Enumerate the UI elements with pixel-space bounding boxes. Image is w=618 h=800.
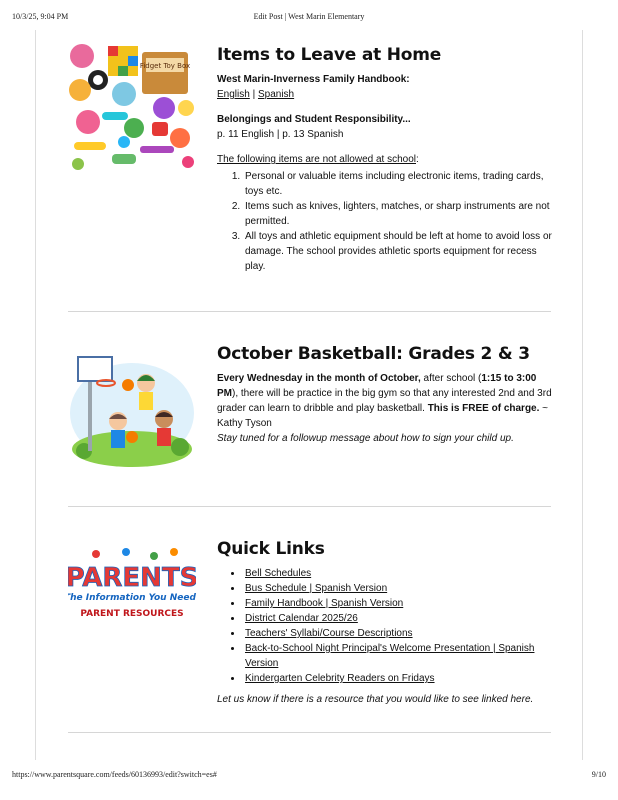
print-header [12, 12, 606, 26]
quick-links-title: Quick Links [217, 539, 325, 559]
print-footer [12, 770, 606, 782]
quick-link-item[interactable] [243, 671, 554, 686]
link-back-to-school-night[interactable]: Back-to-School Night Principal's Welcome Presentation | Spanish Version [245, 643, 535, 669]
link-teachers-syllabi[interactable]: Teachers' Syllabi/Course Descriptions [245, 628, 413, 639]
handbook-heading: West Marin-Inverness Family Handbook: [217, 74, 410, 85]
belongings-pages: p. 11 English | p. 13 Spanish [217, 129, 344, 140]
handbook-spanish-link[interactable]: Spanish [257, 89, 295, 100]
free-text: This is FREE of charge. [427, 403, 540, 414]
basketball-content [217, 343, 554, 446]
basketball-description: ), there will be practice in the big gym so that any interested 2nd and 3rd grader can learn to dribble and play basketball. [217, 388, 552, 414]
handbook-english-link[interactable]: English [217, 89, 250, 100]
logo-title: PARENTS [68, 563, 196, 593]
basketball-title: October Basketball: Grades 2 & 3 [217, 344, 530, 364]
items-section [60, 40, 554, 280]
when-text: Every Wednesday in the month of October, [217, 373, 421, 384]
link-celebrity-readers[interactable]: Kindergarten Celebrity Readers on Fridays [245, 673, 435, 684]
time-text: 1:15 to 3:00 PM [217, 373, 537, 399]
basketball-body [217, 371, 554, 431]
basketball-kids-image [68, 341, 196, 471]
fidget-toys-image [68, 42, 196, 172]
quick-link-item[interactable] [243, 566, 554, 581]
belongings-heading: Belongings and Student Responsibility... [217, 114, 411, 125]
handbook-separator: | [252, 89, 256, 100]
not-allowed-text: The following items are not allowed at school [217, 154, 416, 165]
quick-link-item[interactable] [243, 596, 554, 611]
link-family-handbook[interactable]: Family Handbook | Spanish Version [245, 598, 404, 609]
rules-list [217, 169, 554, 274]
logo-subtitle: The Information You Need! [68, 593, 196, 603]
section-divider [68, 311, 551, 312]
not-allowed-colon: : [416, 154, 419, 165]
rule-item: 2. Items such as knives, lighters, matches, or sharp instruments are not permitted. [243, 199, 554, 229]
quick-links-list [217, 566, 554, 686]
toy-box-label: Fidget Toy Box [139, 62, 191, 70]
quick-link-item[interactable] [243, 641, 554, 671]
section-divider [68, 732, 551, 733]
after-school-text: after school ( [420, 373, 482, 384]
link-bus-schedule[interactable]: Bus Schedule | Spanish Version [245, 583, 388, 594]
handbook-links [217, 87, 554, 102]
page-frame-left [35, 30, 36, 760]
section-divider [68, 506, 551, 507]
quick-links-section [60, 530, 554, 710]
quick-link-item[interactable] [243, 581, 554, 596]
followup-note: Stay tuned for a followup message about how to sign your child up. [217, 433, 514, 444]
print-url: https://www.parentsquare.com/feeds/60136993/edit?switch=es# [12, 770, 217, 779]
signature-text: ~ Kathy Tyson [217, 403, 549, 429]
quick-link-item[interactable] [243, 611, 554, 626]
print-datetime: 10/3/25, 9:04 PM [12, 12, 69, 21]
quick-link-item[interactable] [243, 626, 554, 641]
print-page-title: Edit Post | West Marin Elementary [253, 12, 365, 21]
not-allowed-intro [217, 152, 554, 167]
rule-item: 3. All toys and athletic equipment should be left at home to avoid loss or damage. The school provides athletic sports equipment for recess play. [243, 229, 554, 274]
items-content [217, 44, 554, 274]
link-district-calendar[interactable]: District Calendar 2025/26 [245, 613, 358, 624]
quick-links-content [217, 538, 554, 707]
parent-resources-logo [68, 544, 196, 624]
page-frame-right [582, 30, 583, 760]
logo-caption: PARENT RESOURCES [80, 609, 184, 619]
print-page-number: 9/10 [591, 770, 606, 779]
basketball-section [60, 335, 554, 475]
rule-item: 1. Personal or valuable items including electronic items, trading cards, toys etc. [243, 169, 554, 199]
link-bell-schedules[interactable]: Bell Schedules [245, 568, 312, 579]
resource-request-note: Let us know if there is a resource that you would like to see linked here. [217, 694, 534, 705]
items-title: Items to Leave at Home [217, 45, 442, 65]
